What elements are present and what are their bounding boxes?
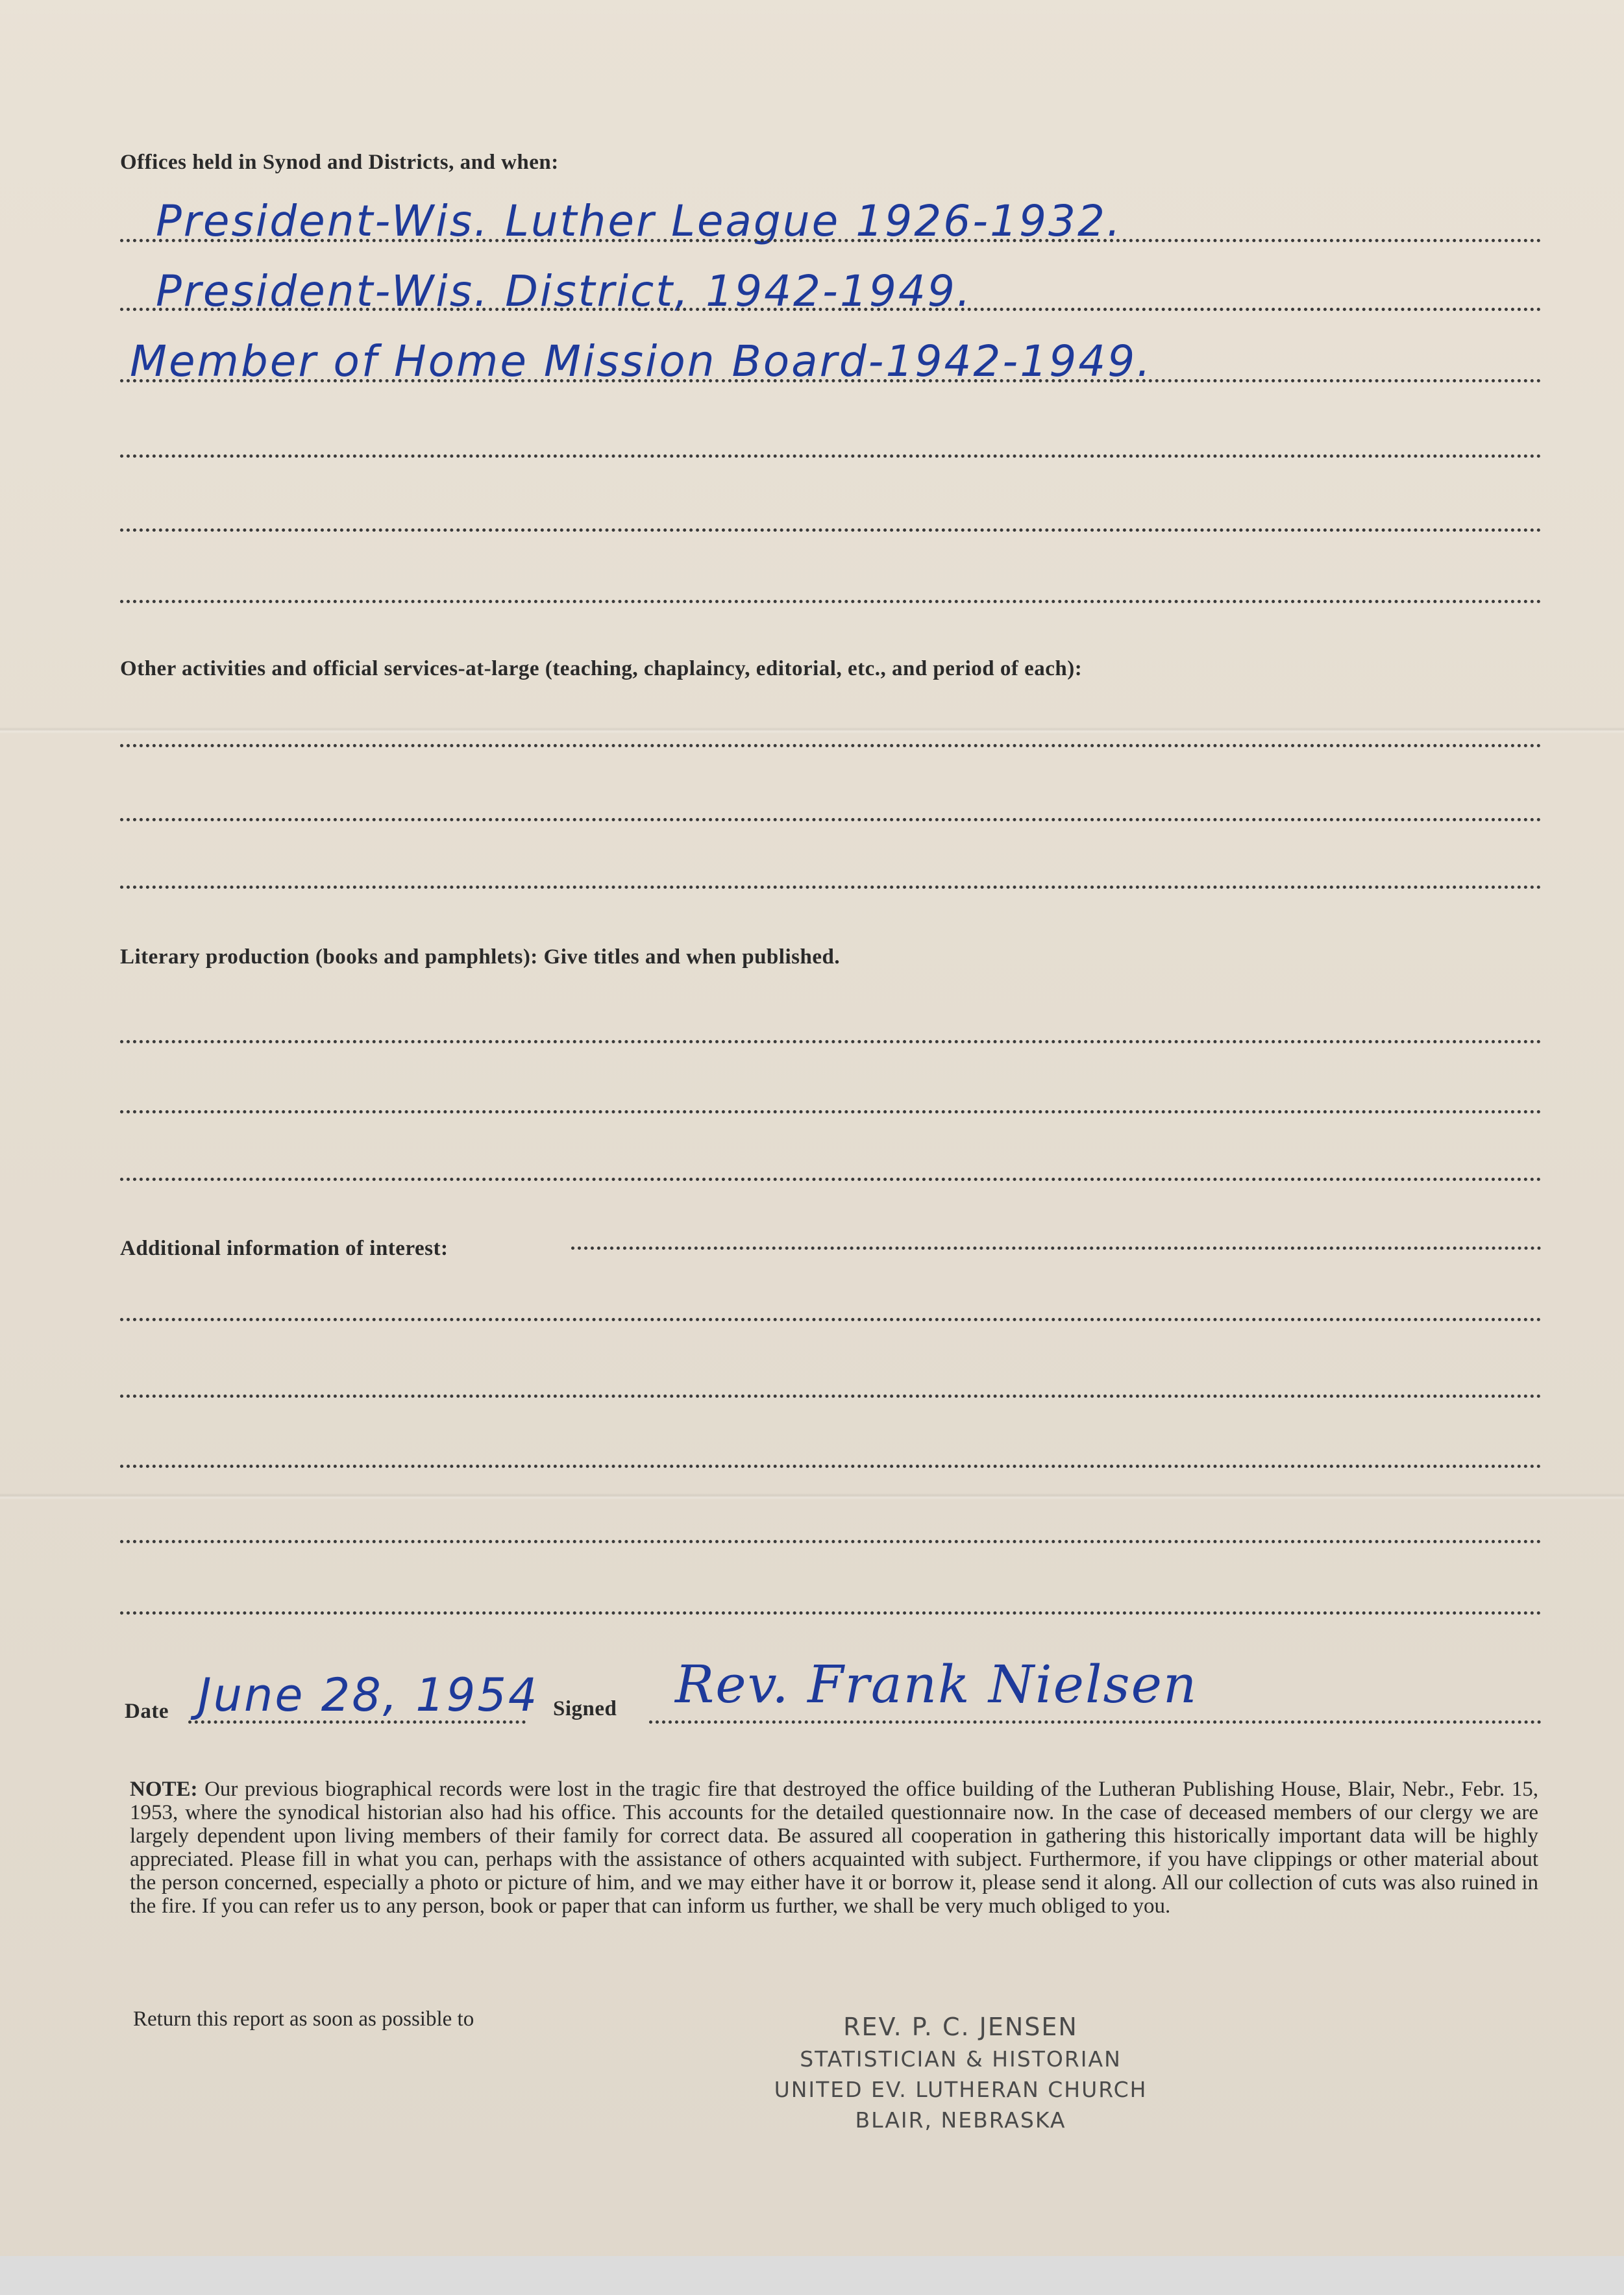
answer-line <box>120 1611 1542 1615</box>
stamp-line: UNITED EV. LUTHERAN CHURCH <box>774 2077 1148 2102</box>
answer-line <box>120 886 1542 889</box>
return-label: Return this report as soon as possible to <box>133 2007 474 2031</box>
signature-line <box>649 1720 1542 1724</box>
offices-label: Offices held in Synod and Districts, and when: <box>120 151 559 174</box>
other-activities-label: Other activities and official services-at-large (teaching, chaplaincy, editorial, etc., and period of each): <box>120 657 1083 680</box>
answer-line <box>571 1247 1542 1250</box>
date-line <box>188 1720 526 1724</box>
signed-label: Signed <box>553 1697 617 1720</box>
signature: Rev. Frank Nielsen <box>675 1654 1198 1715</box>
answer-line <box>120 308 1542 311</box>
answer-line <box>120 1395 1542 1398</box>
answer-line <box>120 379 1542 382</box>
answer-line <box>120 454 1542 458</box>
office-entry-1: President-Wis. Luther League 1926-1932. <box>156 196 1122 246</box>
stamp-line: REV. P. C. JENSEN <box>843 2013 1078 2041</box>
paper-fold <box>0 727 1624 734</box>
answer-line <box>120 239 1542 242</box>
answer-line <box>120 528 1542 532</box>
answer-line <box>120 1540 1542 1543</box>
stamp-line: STATISTICIAN & HISTORIAN <box>800 2046 1122 2072</box>
office-entry-3: Member of Home Mission Board-1942-1949. <box>130 336 1153 386</box>
note-text: Our previous biographical records were lost in the tragic fire that destroyed the office building of the Lutheran Publishing House, Blair, Nebr., Febr. 15, 1953, where the synodical historian also had his office. This accounts for the detailed questionnaire now. In the case of deceased members of our clergy we are largely dependent upon living members of their family for correct data. Be assured all cooperation in gathering this historically important data will be highly appreciated. Please fill in what you can, perhaps with the assistance of others acquainted with subject. Furthermore, if you have clippings or other material about the person concerned, especially a photo or picture of him, and we may either have it or borrow it, please send it along. All our collection of cuts was also ruined in the fire. If you can refer us to any person, book or paper that can inform us further, we shall be very much obliged to you. <box>130 1778 1538 1918</box>
answer-line <box>120 1318 1542 1321</box>
answer-line <box>120 818 1542 821</box>
additional-label: Additional information of interest: <box>120 1237 449 1260</box>
answer-line <box>120 1465 1542 1468</box>
address-stamp <box>701 2013 1220 2138</box>
answer-line <box>120 1110 1542 1113</box>
note-paragraph <box>130 1778 1538 1918</box>
answer-line <box>120 744 1542 747</box>
date-value: June 28, 1954 <box>198 1669 539 1722</box>
office-entry-2: President-Wis. District, 1942-1949. <box>156 266 972 316</box>
literary-label: Literary production (books and pamphlets): Give titles and when published. <box>120 945 841 969</box>
stamp-line: BLAIR, NEBRASKA <box>855 2107 1066 2133</box>
paper-fold <box>0 1493 1624 1500</box>
answer-line <box>120 1178 1542 1181</box>
note-heading: NOTE: <box>130 1778 198 1801</box>
date-label: Date <box>125 1700 169 1723</box>
answer-line <box>120 1040 1542 1043</box>
answer-line <box>120 600 1542 603</box>
